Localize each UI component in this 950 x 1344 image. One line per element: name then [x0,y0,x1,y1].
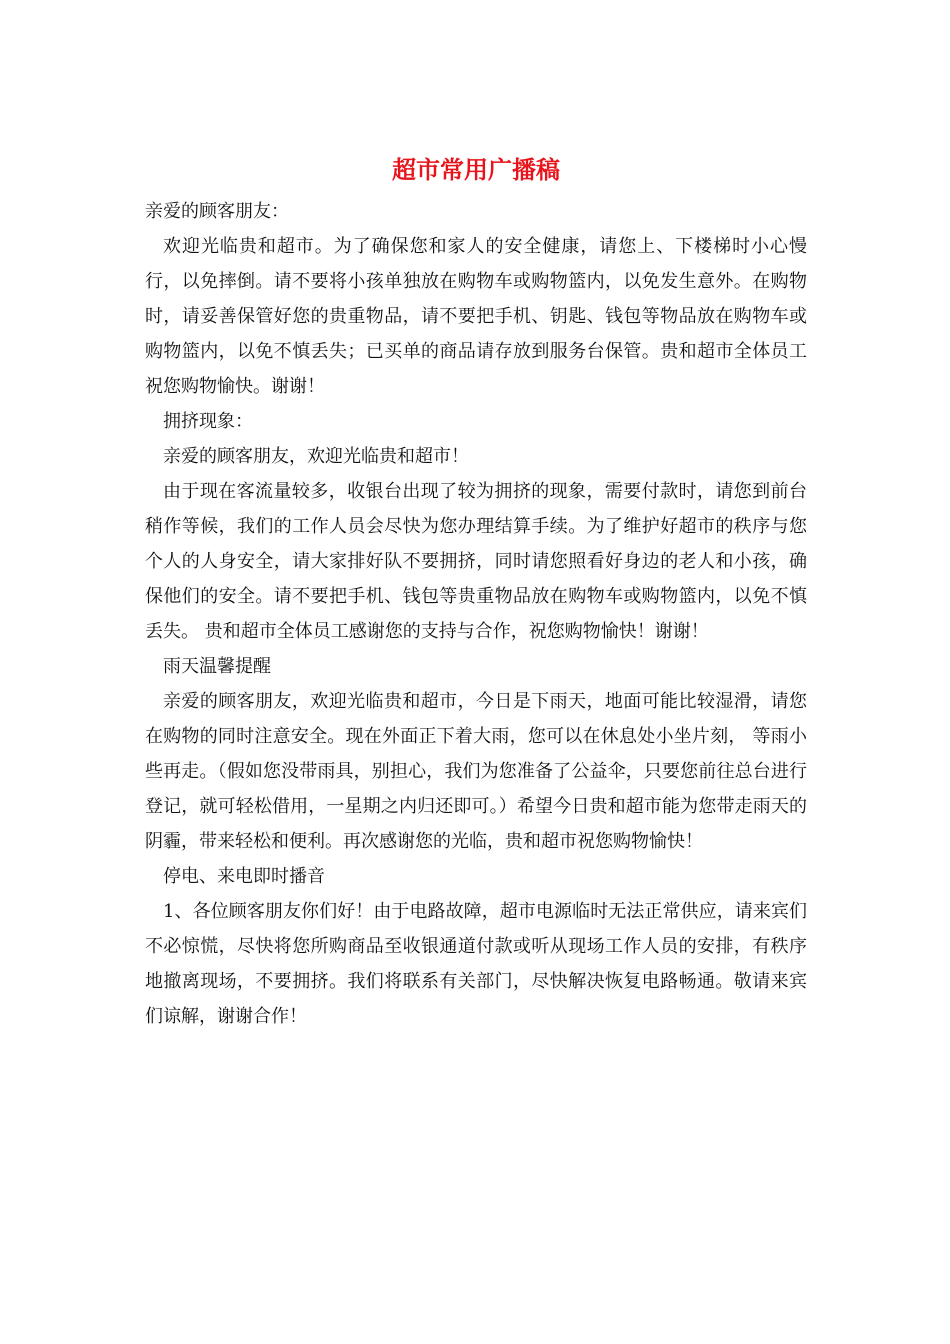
greeting-paragraph: 亲爱的顾客朋友： [145,201,289,222]
section-heading-crowding: 拥挤现象： [163,411,253,432]
section-heading-rain: 雨天温馨提醒 [163,656,271,677]
document-title: 超市常用广播稿 [392,155,560,184]
crowding-greeting-paragraph: 亲爱的顾客朋友，欢迎光临贵和超市！ [163,446,469,467]
section-heading-power: 停电、来电即时播音 [163,866,325,887]
rain-paragraph: 亲爱的顾客朋友，欢迎光临贵和超市，今日是下雨天，地面可能比较湿滑，请您在购物的同时注意安全。现在外面正下着大雨，您可以在休息处小坐片刻， 等雨小些再走。（假如您没带雨具，别担心，我们为您准备了公益伞，只要您前往总台进行登记，就可轻松借用，一星期之内归还即可。）希望今日贵和超市能为您带走雨天的阴霾，带来轻松和便利。再次感谢您的光临，贵和超市祝您购物愉快！ [145,691,807,852]
document-page [145,150,807,1034]
crowding-paragraph: 由于现在客流量较多，收银台出现了较为拥挤的现象，需要付款时，请您到前台稍作等候，我们的工作人员会尽快为您办理结算手续。为了维护好超市的秩序与您个人的人身安全，请大家排好队不要拥挤，同时请您照看好身边的老人和小孩，确保他们的安全。请不要把手机、钱包等贵重物品放在购物车或购物篮内，以免不慎丢失。 贵和超市全体员工感谢您的支持与合作，祝您购物愉快！谢谢！ [145,481,807,642]
power-outage-paragraph: 1、各位顾客朋友你们好！由于电路故障，超市电源临时无法正常供应，请来宾们不必惊慌，尽快将您所购商品至收银通道付款或听从现场工作人员的安排，有秩序地撤离现场，不要拥挤。我们将联系有关部门，尽快解决恢复电路畅通。敬请来宾们谅解，谢谢合作！ [145,901,807,1027]
welcome-paragraph: 欢迎光临贵和超市。为了确保您和家人的安全健康，请您上、下楼梯时小心慢行，以免摔倒。请不要将小孩单独放在购物车或购物篮内，以免发生意外。在购物时，请妥善保管好您的贵重物品，请不要把手机、钥匙、钱包等物品放在购物车或购物篮内，以免不慎丢失；已买单的商品请存放到服务台保管。贵和超市全体员工祝您购物愉快。谢谢！ [145,236,807,397]
